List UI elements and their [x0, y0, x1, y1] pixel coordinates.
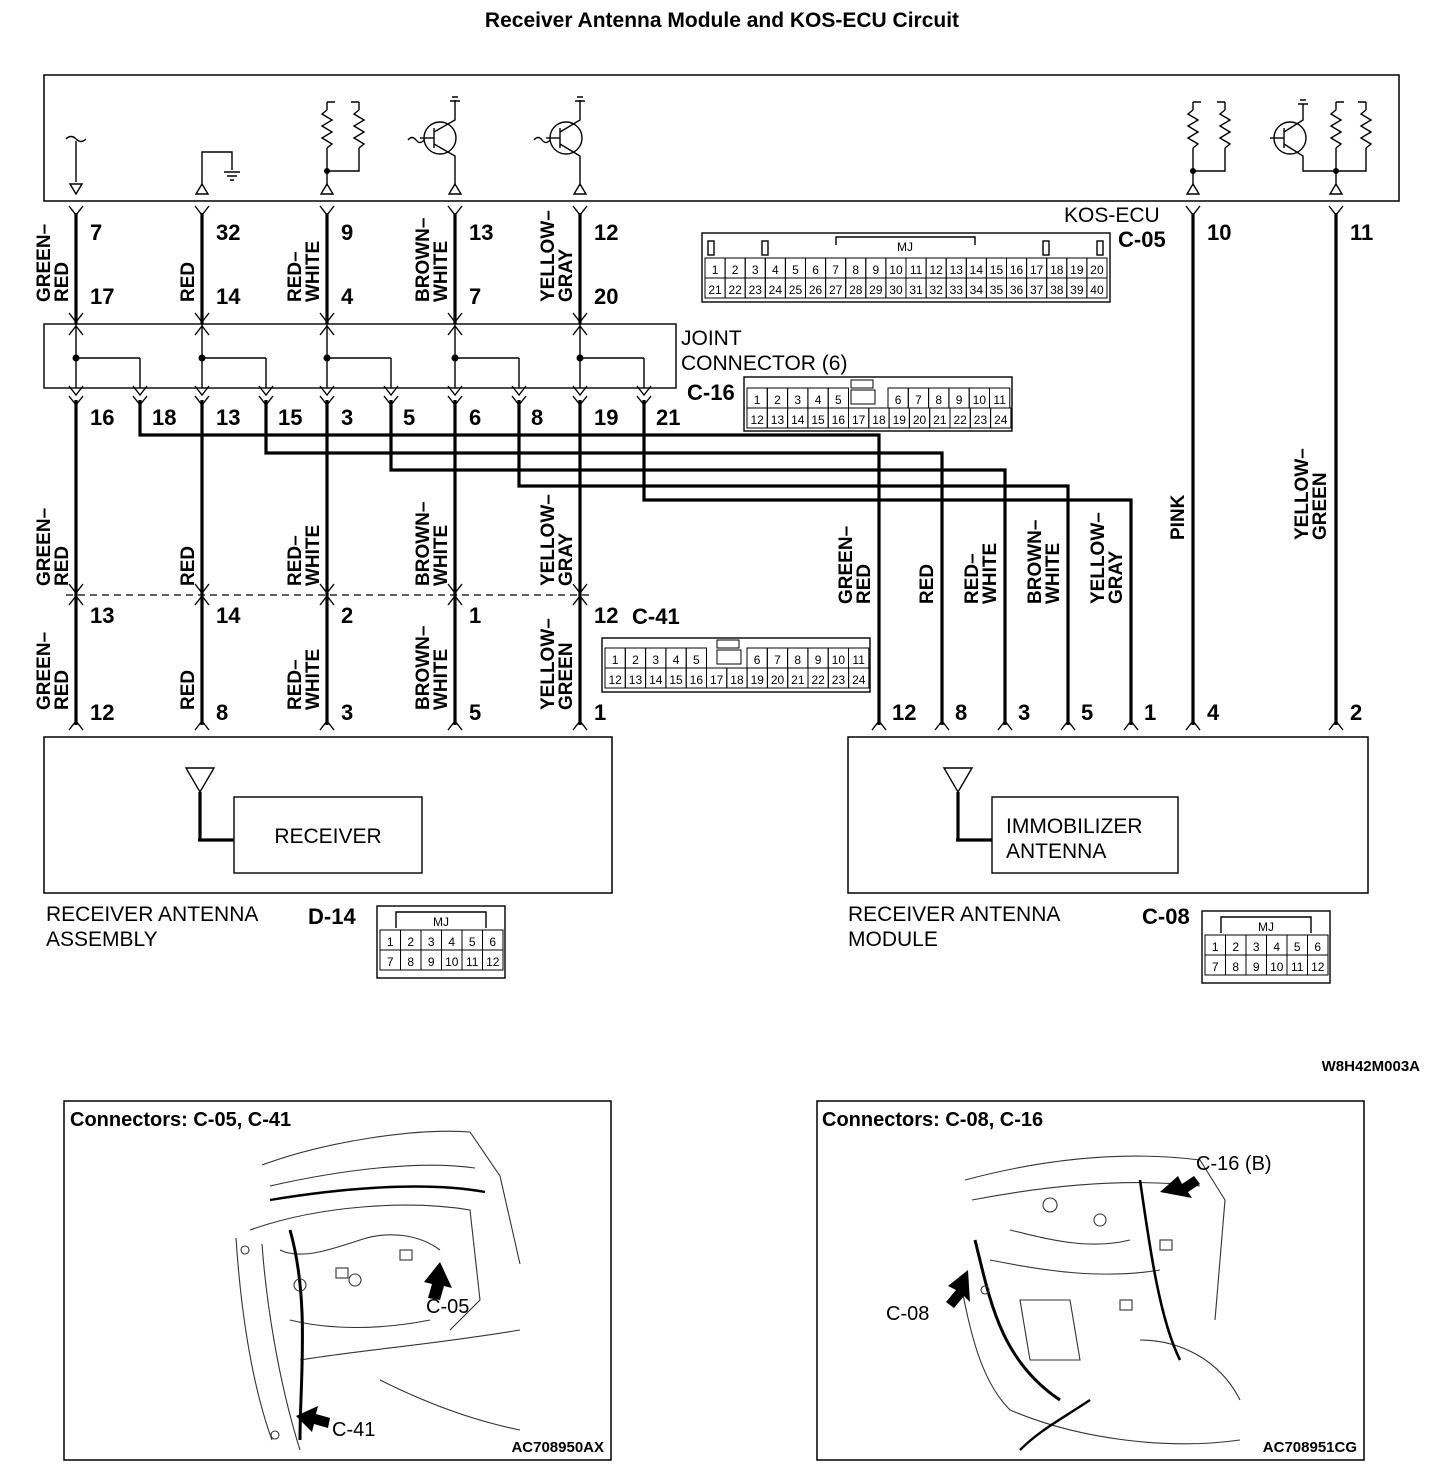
d14-cells-cell: 3 — [427, 935, 435, 949]
c41-cells-cell: 16 — [689, 673, 704, 687]
d14-cells-cell: 1 — [386, 935, 394, 949]
c41-cells-cell: 1 — [611, 653, 619, 667]
wire-color-line1: BROWN– — [413, 501, 434, 586]
c05-cells-cell: 4 — [772, 263, 779, 277]
wire-color-line2: WHITE — [431, 648, 452, 710]
c05-cells-cell: 36 — [1009, 283, 1024, 297]
c05-cells-cell: 8 — [852, 263, 860, 277]
wire-color-line1: BROWN– — [413, 625, 434, 710]
module-wire-color-line1: YELLOW– — [1088, 512, 1109, 604]
d14-cells-cell: 7 — [386, 955, 394, 969]
wire-color-line1: BROWN– — [413, 217, 434, 302]
svg-text:MJ: MJ — [1258, 920, 1274, 934]
joint-out-pin-label: 19 — [594, 405, 619, 430]
c41-cells-cell: 5 — [693, 653, 700, 667]
wire-color-line1: RED– — [285, 535, 306, 586]
d14-cells-cell: 10 — [445, 955, 459, 969]
c05-connector-face — [702, 233, 1110, 302]
module-wire-color-line2: WHITE — [980, 542, 1001, 604]
c16-cells-cell: 17 — [851, 413, 866, 427]
module-pin-label: 1 — [1144, 700, 1157, 725]
c05-cells-cell: 28 — [849, 283, 863, 297]
joint-in-pin-label: 7 — [469, 284, 482, 309]
joint-in-pin-label: 17 — [90, 284, 115, 309]
receiver-module-label-1: RECEIVER ANTENNA — [848, 903, 1061, 926]
c41-connector-face — [602, 638, 870, 692]
c41-cells-cell: 21 — [791, 673, 805, 687]
c05-cells-cell: 34 — [969, 283, 984, 297]
c08-cells-cell: 6 — [1314, 940, 1322, 954]
c16-cells-cell: 18 — [872, 413, 886, 427]
c08-cells-cell: 10 — [1270, 960, 1284, 974]
d14-connector-id: D-14 — [308, 904, 356, 929]
c16-cells-cell: 5 — [835, 393, 842, 407]
c08-cells-cell: 5 — [1293, 940, 1301, 954]
c16-cells-cell: 12 — [750, 413, 764, 427]
c05-cells-cell: 35 — [989, 283, 1004, 297]
c41-cells-cell: 20 — [770, 673, 785, 687]
joint-out-pin-label: 18 — [152, 405, 177, 430]
c05-cells-cell: 40 — [1090, 283, 1104, 297]
joint-out-pin-label: 21 — [656, 405, 681, 430]
receiver-pin-label: 12 — [90, 700, 115, 725]
c05-cells-cell: 30 — [889, 283, 903, 297]
module-wire-color-line1: BROWN– — [1025, 519, 1046, 604]
module-pin-label: 12 — [892, 700, 917, 725]
connector-location-panel-left — [64, 1101, 611, 1460]
module-pin-label: 8 — [955, 700, 968, 725]
receiver-antenna-assembly-box — [44, 737, 612, 893]
c41-top-pin-label: 12 — [594, 603, 619, 628]
c05-cells-cell: 27 — [828, 283, 843, 297]
joint-connector-id: C-16 — [687, 380, 735, 405]
module-pin-label: 2 — [1350, 700, 1363, 725]
c41-top-pin-label: 13 — [90, 603, 115, 628]
joint-in-pin-label: 4 — [341, 284, 354, 309]
d14-cells-cell: 5 — [468, 935, 476, 949]
c16-cells-cell: 20 — [912, 413, 927, 427]
ecu-pin-label: 10 — [1207, 220, 1232, 245]
c05-cells-cell: 1 — [711, 263, 719, 277]
c41-cells-cell: 24 — [852, 673, 866, 687]
joint-out-pin-label: 13 — [216, 405, 241, 430]
module-wire-color-line2: RED — [917, 563, 938, 604]
c41-cells-cell: 4 — [672, 653, 680, 667]
c41-cell: 9 — [814, 653, 822, 667]
joint-out-pin-label: 15 — [278, 405, 303, 430]
c05-cells-cell: 31 — [909, 283, 923, 297]
receiver-module-label-2: MODULE — [848, 928, 938, 951]
wire-color-line1: RED– — [285, 251, 306, 302]
pink-wire-color: PINK — [1168, 494, 1189, 540]
ecu-pin-label: 12 — [594, 220, 619, 245]
wire-color-line2: WHITE — [303, 524, 324, 586]
wire-color-line2: GREEN — [556, 642, 577, 710]
c05-cells-cell: 11 — [909, 263, 923, 277]
c05-cells-cell: 18 — [1050, 263, 1064, 277]
wire-color-line2: WHITE — [431, 240, 452, 302]
c16-cells-cell: 19 — [892, 413, 906, 427]
c08-cells-cell: 2 — [1232, 940, 1240, 954]
ecu-pin-label: 11 — [1350, 220, 1374, 245]
wire-color-line1: GREEN– — [34, 223, 55, 302]
c16-cells-cell: 2 — [774, 393, 781, 407]
c41-cells-cell: 13 — [628, 673, 643, 687]
ecu-pin-label: 32 — [216, 220, 241, 245]
c16-cells-cell: 1 — [753, 393, 761, 407]
c05-cells-cell: 10 — [889, 263, 903, 277]
c41-cells-cell: 19 — [750, 673, 764, 687]
c16-cells-cell: 3 — [794, 393, 802, 407]
module-wire-color-line2: RED — [854, 563, 875, 604]
c05-cells-cell: 33 — [949, 283, 963, 297]
ecu-pin-label: 7 — [90, 220, 103, 245]
joint-out-pin-label: 6 — [469, 405, 482, 430]
c41-cells-cell: 22 — [811, 673, 825, 687]
c05-cells-cell: 16 — [1009, 263, 1024, 277]
c41-cells-cell: 23 — [831, 673, 846, 687]
panel-left-callout-a: C-05 — [426, 1296, 470, 1318]
module-pin-label: 3 — [1018, 700, 1031, 725]
c16-cells-cell: 14 — [791, 413, 805, 427]
kos-ecu-box — [44, 75, 1399, 201]
c16-cells-cell: 21 — [933, 413, 947, 427]
c08-cells-cell: 9 — [1252, 960, 1260, 974]
d14-cells-cell: 9 — [427, 955, 435, 969]
receiver-pin-label: 1 — [594, 700, 607, 725]
c41-connector-id: C-41 — [632, 604, 680, 629]
wire-color-line1: GREEN– — [34, 631, 55, 710]
wire-color-line2: WHITE — [431, 524, 452, 586]
c16-cell: 8 — [935, 393, 943, 407]
receiver-assembly-label-2: ASSEMBLY — [46, 928, 158, 951]
wires-joint-to-c41 — [76, 400, 580, 725]
d14-cells-cell: 4 — [448, 935, 456, 949]
c41-cells-cell: 3 — [652, 653, 660, 667]
wire-color-line1: RED– — [285, 659, 306, 710]
receiver-pin-label: 8 — [216, 700, 229, 725]
c05-cells-cell: 14 — [969, 263, 984, 277]
panel-left-callout-b: C-41 — [332, 1419, 376, 1441]
joint-out-pin-label: 16 — [90, 405, 115, 430]
c16-cells-cell: 13 — [770, 413, 785, 427]
joint-out-pin-label: 3 — [341, 405, 354, 430]
yellow-green-wire-color-line2: GREEN — [1310, 472, 1331, 540]
c16-cell: 10 — [972, 393, 987, 407]
c05-cells-cell: 38 — [1050, 283, 1064, 297]
c05-cells-cell: 12 — [929, 263, 943, 277]
c41-cell: 10 — [831, 653, 846, 667]
kos-ecu-label: KOS-ECU — [1064, 204, 1160, 227]
c05-cells-cell: 13 — [949, 263, 963, 277]
immobilizer-label-2: ANTENNA — [1006, 840, 1107, 863]
wire-color-line1: GREEN– — [34, 507, 55, 586]
joint-connector-label-2: CONNECTOR (6) — [681, 352, 848, 375]
c08-cells-cell: 11 — [1291, 960, 1304, 974]
c08-cells-cell: 12 — [1311, 960, 1325, 974]
c05-cells-cell: 2 — [731, 263, 739, 277]
wire-color-line1: YELLOW– — [538, 618, 559, 710]
panel-right-callout-b: C-08 — [886, 1303, 930, 1325]
c05-cells-cell: 29 — [869, 283, 883, 297]
wire-color-line2: RED — [52, 545, 73, 586]
joint-in-pin-label: 20 — [594, 284, 619, 309]
c41-cells-cell: 12 — [608, 673, 622, 687]
c08-connector-id: C-08 — [1142, 904, 1190, 929]
wire-color-line2: GRAY — [556, 248, 577, 302]
c08-cells-cell: 8 — [1232, 960, 1240, 974]
c16-cells-cell: 16 — [831, 413, 846, 427]
c05-cells-cell: 9 — [872, 263, 880, 277]
c16-cells-cell: 24 — [994, 413, 1008, 427]
c16-cells-cell: 4 — [814, 393, 822, 407]
module-pin-label: 5 — [1081, 700, 1094, 725]
c05-cells-cell: 37 — [1029, 283, 1044, 297]
yellow-green-wire-color-line1: YELLOW– — [1292, 448, 1313, 540]
panel-right-callout-a: C-16 (B) — [1196, 1153, 1272, 1175]
wire-color-line2: RED — [178, 669, 199, 710]
module-wire-color-line1: RED– — [962, 553, 983, 604]
c41-top-pin-label: 2 — [341, 603, 354, 628]
svg-text:MJ: MJ — [897, 240, 913, 254]
module-pin-label: 4 — [1207, 700, 1220, 725]
joint-internal — [73, 324, 645, 388]
c05-cells-cell: 5 — [792, 263, 799, 277]
c16-cells-cell: 22 — [953, 413, 967, 427]
d14-cells-cell: 11 — [466, 955, 479, 969]
c41-cells-cell: 14 — [649, 673, 663, 687]
c05-cells-cell: 25 — [788, 283, 803, 297]
wire-color-line2: RED — [178, 545, 199, 586]
c16-cells-cell: 23 — [973, 413, 988, 427]
wire-color-line2: GRAY — [556, 532, 577, 586]
module-wire-color-line1: GREEN– — [836, 525, 857, 604]
module-wire-color-line2: WHITE — [1043, 542, 1064, 604]
c05-cells-cell: 21 — [708, 283, 722, 297]
connector-location-panel-right — [817, 1101, 1364, 1460]
c16-cell: 11 — [993, 393, 1006, 407]
c41-cells-cell: 18 — [730, 673, 744, 687]
wire-color-line2: RED — [52, 261, 73, 302]
c16-cell: 6 — [894, 393, 902, 407]
joint-in-pin-label: 14 — [216, 284, 241, 309]
c41-cells-cell: 17 — [709, 673, 724, 687]
c05-cells-cell: 22 — [728, 283, 742, 297]
panel-left-title: Connectors: C-05, C-41 — [70, 1109, 292, 1131]
connector-chevrons — [69, 206, 1343, 730]
receiver-label: RECEIVER — [274, 825, 382, 848]
receiver-pin-label: 5 — [469, 700, 482, 725]
module-wire-color-line2: GRAY — [1106, 550, 1127, 604]
c16-connector-face — [744, 377, 1012, 431]
receiver-pin-label: 3 — [341, 700, 354, 725]
d14-cells-cell: 2 — [407, 935, 415, 949]
c05-cells-cell: 19 — [1070, 263, 1084, 277]
c05-cells-cell: 39 — [1070, 283, 1084, 297]
c41-cell: 11 — [852, 653, 865, 667]
c41-top-pin-label: 14 — [216, 603, 241, 628]
panel-right-title: Connectors: C-08, C-16 — [822, 1109, 1044, 1131]
wire-color-line1: YELLOW– — [538, 210, 559, 302]
c05-cells-cell: 15 — [989, 263, 1004, 277]
c05-cells-cell: 32 — [929, 283, 943, 297]
c08-cells-cell: 4 — [1273, 940, 1281, 954]
diagram-title: Receiver Antenna Module and KOS-ECU Circuit — [484, 9, 960, 32]
svg-text:MJ: MJ — [433, 915, 449, 929]
c05-cells-cell: 3 — [751, 263, 759, 277]
c41-cells-cell: 2 — [632, 653, 639, 667]
c08-cells-cell: 3 — [1252, 940, 1260, 954]
wire-color-line1: YELLOW– — [538, 494, 559, 586]
c41-cell: 7 — [774, 653, 781, 667]
c05-cells-cell: 24 — [768, 283, 783, 297]
diagram-code: W8H42M003A — [1321, 1058, 1420, 1075]
c41-cell: 6 — [753, 653, 761, 667]
joint-out-pin-label: 5 — [403, 405, 416, 430]
c08-connector-face — [1202, 911, 1330, 983]
wire-color-line2: RED — [178, 261, 199, 302]
c16-cell: 9 — [955, 393, 963, 407]
panel-left-code: AC708950AX — [511, 1439, 604, 1456]
d14-cells-cell: 8 — [407, 955, 415, 969]
ecu-pin-label: 9 — [341, 220, 354, 245]
c08-cells-cell: 7 — [1211, 960, 1219, 974]
c05-cells-cell: 23 — [748, 283, 762, 297]
c08-cells-cell: 1 — [1211, 940, 1219, 954]
d14-connector-face — [377, 906, 505, 978]
c16-cells-cell: 15 — [811, 413, 825, 427]
c41-cell: 8 — [794, 653, 802, 667]
c16-cell: 7 — [915, 393, 922, 407]
d14-cells-cell: 12 — [486, 955, 500, 969]
joint-out-pin-label: 8 — [531, 405, 544, 430]
receiver-assembly-label-1: RECEIVER ANTENNA — [46, 903, 259, 926]
c05-cells-cell: 17 — [1029, 263, 1044, 277]
c05-cells-cell: 26 — [808, 283, 823, 297]
panel-right-code: AC708951CG — [1262, 1439, 1357, 1456]
c05-cells-cell: 7 — [832, 263, 839, 277]
c05-cells-cell: 20 — [1090, 263, 1104, 277]
c05-cells-cell: 6 — [812, 263, 819, 277]
ecu-pin-label: 13 — [469, 220, 494, 245]
c41-top-pin-label: 1 — [469, 603, 482, 628]
joint-connector-label-1: JOINT — [681, 327, 742, 350]
ecu-connector-id: C-05 — [1118, 227, 1166, 252]
immobilizer-label-1: IMMOBILIZER — [1006, 815, 1143, 838]
wire-color-line2: WHITE — [303, 648, 324, 710]
wire-color-line2: RED — [52, 669, 73, 710]
c41-cells-cell: 15 — [669, 673, 683, 687]
d14-cells-cell: 6 — [489, 935, 497, 949]
wire-color-line2: WHITE — [303, 240, 324, 302]
